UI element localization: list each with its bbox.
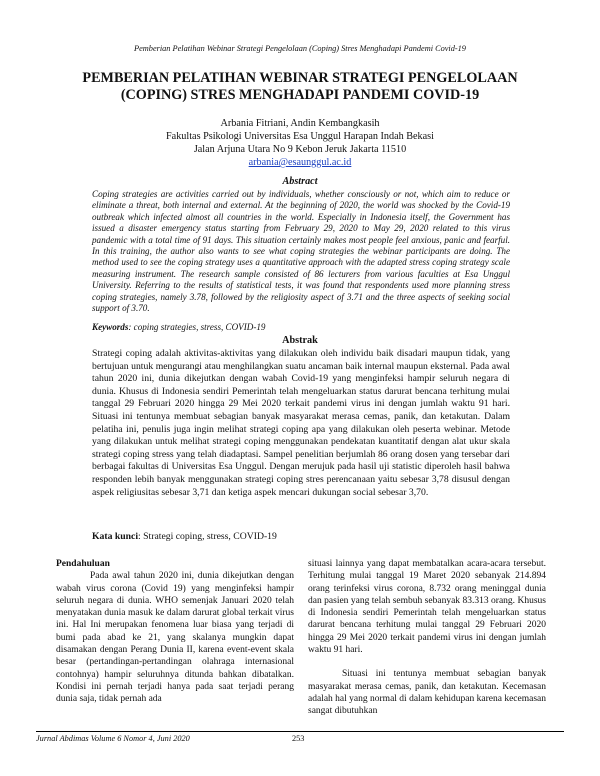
katakunci-label: Kata kunci: [92, 531, 139, 542]
abstrak-text: Strategi coping adalah aktivitas-aktivitas yang dilakukan oleh individu baik disadari maupun tidak, yang bertujuan untuk mengurangi atau menghilangkan suatu ancaman baik internal maupun eksternal. Pada awal tahun 2020 ini, dunia dikejutkan dengan wabah Covid-19 yang menginfeksi hampir seluruh negara di dunia. Khusus di Indonesia sendiri Pemerintah telah mengeluarkan status darurat bencana terhitung mulai tanggal 29 Februari 2020 hingga 29 Mei 2020 terkait pandemi virus ini dengan jumlah waktu 91 hari. Situasi ini tentunya membuat sebagian banyak masyarakat merasa cemas, panik, dan ketakutan. Dalam pelatiha ini, penulis juga ingin melihat strategi coping apa yang dilakukan oleh peserta webinar. Metode yang dilakukan untuk melihat strategi coping menggunakan pendekatan kuantitatif dengan alat ukur skala strategi coping stress yang telah diadaptasi. Sampel penelitian berjumlah 86 orang dosen yang tersebar dari berbagai fakultas di Universitas Esa Unggul. Dengan merujuk pada hasil uji statistic diperoleh hasil bahwa responden lebih banyak menggunakan strategi coping stres perencanaan yaitu sebesar 3,78 disusul dengan aspek religiusitas sebesar 3,71 dan ketiga aspek mencari dukungan social sebesar 3,70.: [92, 348, 510, 498]
authors: Arbania Fitriani, Andin Kembangkasih: [220, 118, 380, 129]
keywords-text: : coping strategies, stress, COVID-19: [128, 322, 266, 332]
page-number: 253: [292, 734, 305, 743]
right-column-paragraph-1: situasi lainnya yang dapat membatalkan acara-acara tersebut. Terhitung mulai tanggal 19 Maret 2020 sebanyak 214.894 orang terinfeksi virus corona, 8.732 orang meninggal dunia dan pasien yang telah sembuh sebanyak 83.313 orang. Khusus di Indonesia sendiri Pemerintah telah mengeluarkan status darurat bencana terhitung mulai tanggal 29 Februari 2020 hingga 29 Mei 2020 terkait pandemi virus ini dengan jumlah waktu 91 hari.: [308, 559, 546, 656]
keywords-label: Keywords: [92, 322, 129, 332]
right-column: [308, 558, 546, 718]
keywords: [92, 322, 510, 332]
kata-kunci: [92, 531, 510, 542]
abstract-heading: Abstract: [282, 176, 318, 187]
abstract-text: Coping strategies are activities carried out by individuals, whether consciously or not, which aim to reduce or eliminate a threat, both internal and external. At the beginning of 2020, the world was shocked by the Covid-19 outbreak which infected almost all countries in the world. Especially in Indonesia itself, the Government has issued a disaster emergency status starting from February 29, 2020 to May 29, 2020 related to this virus pandemic with a total time of 91 days. This situation certainly makes most people feel anxious, panic and fearful. In this training, the author also wants to see what coping strategies the webinar participants are doing. The method used to see the coping strategy uses a quantitative approach with the adapted stress coping strategy scale measuring instrument. The research sample consisted of 86 lecturers from various faculties at Esa Unggul University. Referring to the results of statistical tests, it was found that respondents used more planning stress coping strategies, namely 3.78, followed by the religiosity aspect of 3.71 and the three aspects of seeking social support of 3.70.: [92, 189, 510, 314]
right-column-paragraph-2: Situasi ini tentunya membuat sebagian banyak masyarakat merasa cemas, panik, dan ketakutan. Kecemasan adalah hal yang normal di dalam kehidupan karena kecemasan sangat dibutuhkan: [308, 669, 546, 717]
running-header: Pemberian Pelatihan Webinar Strategi Pengelolaan (Coping) Stres Menghadapi Pandemi Covid-19: [134, 44, 466, 53]
email-link[interactable]: arbania@esaunggul.ac.id: [248, 157, 352, 168]
title-line-1: PEMBERIAN PELATIHAN WEBINAR STRATEGI PENGELOLAAN: [82, 70, 518, 86]
address: Jalan Arjuna Utara No 9 Kebon Jeruk Jakarta 11510: [193, 144, 407, 155]
email-line: [40, 156, 560, 169]
left-column: [56, 558, 294, 706]
left-column-paragraph: Pada awal tahun 2020 ini, dunia dikejutkan dengan wabah virus corona (Covid 19) yang menginfeksi hampir seluruh negara di dunia. WHO semenjak Januari 2020 telah menyatakan dunia masuk ke dalam darurat global terkait virus ini. Hal Ini merupakan fenomena luar biasa yang terjadi di bumi pada abad ke 21, yang skalanya mungkin dapat disamakan dengan Perang Dunia II, karena event-event skala besar (pertandingan-pertandingan olahraga internasional contohnya) hampir seluruhnya ditunda bahkan dibatalkan. Kondisi ini pernah terjadi hanya pada saat terjadi perang dunia saja, tidak pernah ada: [56, 571, 294, 705]
pendahuluan-heading: Pendahuluan: [56, 559, 110, 569]
abstrak-heading: Abstrak: [282, 335, 318, 346]
footer-divider: [36, 731, 564, 732]
footer-journal: Jurnal Abdimas Volume 6 Nomor 4, Juni 2020: [36, 734, 190, 743]
katakunci-text: : Strategi coping, stress, COVID-19: [138, 531, 277, 542]
affiliation: Fakultas Psikologi Universitas Esa Unggul Harapan Indah Bekasi: [166, 131, 434, 142]
paper-title: [40, 70, 560, 104]
title-line-2: (COPING) STRES MENGHADAPI PANDEMI COVID-19: [120, 87, 480, 103]
